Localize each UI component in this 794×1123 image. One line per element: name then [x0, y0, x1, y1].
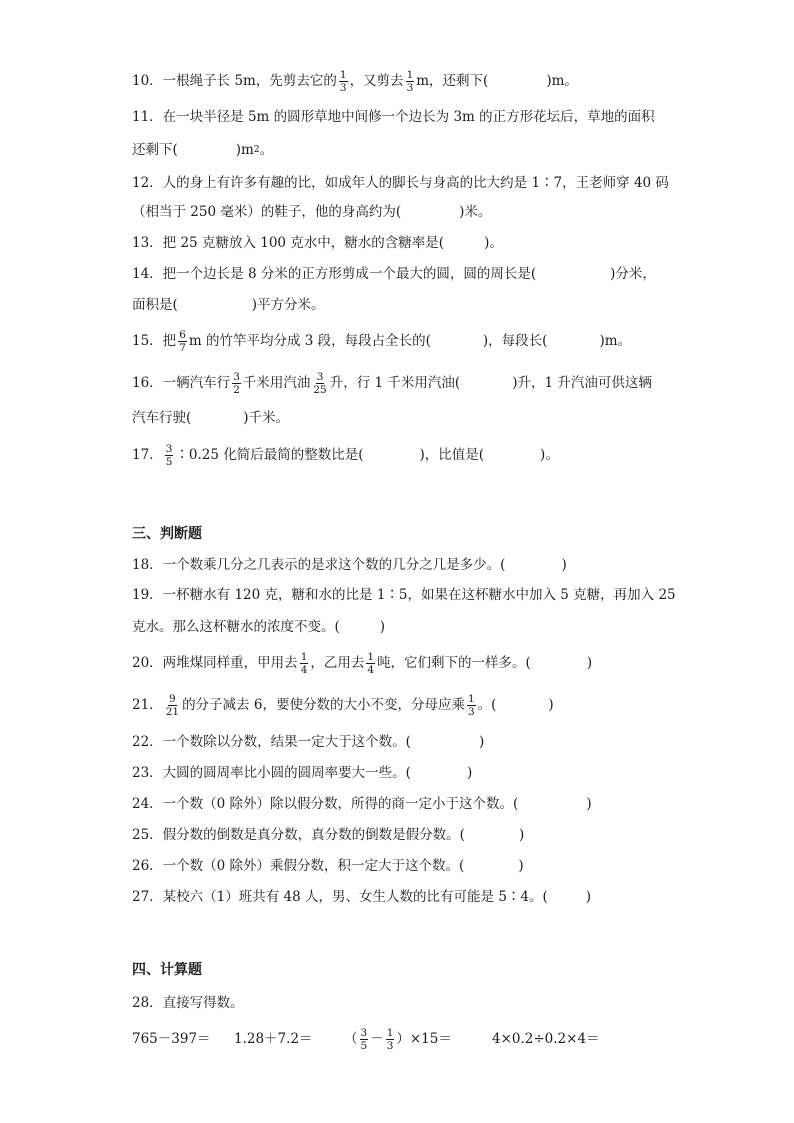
question-19: 19．一杯糖水有 120 克，糖和水的比是 1∶5，如果在这杯糖水中加入 5 克糖，再加入 25 — [132, 587, 676, 603]
question-27: 27．某校六（1）班共有 48 人，男、女生人数的比有可能是 5∶4。( ) — [132, 889, 592, 905]
question-19-cont: 克水。那么这杯糖水的浓度不变。( ) — [132, 619, 386, 635]
question-16: 16．一辆汽车行 $\frac{3}{2}$ 千米用汽油 $\frac{3}{25}$ 升，行 1 千米用汽油( )升，1 升汽油可供这辆 — [132, 370, 652, 396]
question-23: 23．大圆的圆周率比小圆的圆周率要大一些。( ) — [132, 765, 473, 781]
question-11: 11．在一块半径是 5m 的圆形草地中间修一个边长为 3m 的正方形花坛后，草地的面积 — [132, 109, 655, 125]
question-25: 25．假分数的倒数是真分数，真分数的倒数是假分数。( ) — [132, 827, 525, 843]
section-heading-calculation: 四、计算题 — [132, 962, 202, 978]
question-12-cont: （相当于 250 毫米）的鞋子，他的身高约为( )米。 — [132, 204, 492, 220]
fraction: $\frac{1}{3}$ — [406, 68, 414, 94]
calc-expression-3: （ $\frac{3}{5}$ － $\frac{1}{3}$ ）×15＝ — [344, 1026, 452, 1052]
fraction: $\frac{6}{7}$ — [179, 328, 186, 354]
fraction: $\frac{9}{21}$ — [165, 692, 180, 718]
fraction: $\frac{3}{5}$ — [165, 442, 173, 468]
fraction: $\frac{1}{4}$ — [367, 650, 375, 676]
question-17: 17． $\frac{3}{5}$ ∶0.25 化简后最简的整数比是( )，比值是( )。 — [132, 442, 559, 468]
calc-expression-4: 4×0.2÷0.2×4＝ — [492, 1031, 600, 1047]
fraction: $\frac{3}{25}$ — [313, 370, 327, 396]
fraction: $\frac{1}{3}$ — [467, 692, 475, 718]
fraction: $\frac{3}{2}$ — [233, 370, 240, 396]
question-11-cont: 还剩下( )m 2 。 — [132, 142, 274, 158]
question-28-title: 28．直接写得数。 — [132, 995, 244, 1011]
calc-expression-1: 765－397＝ — [132, 1031, 211, 1047]
question-22: 22．一个数除以分数，结果一定大于这个数。( ) — [132, 734, 485, 750]
question-21: 21． $\frac{9}{21}$ 的分子减去 6，要使分数的大小不变，分母应乘 $\frac{1}{3}$ 。( ) — [132, 692, 554, 718]
question-14: 14．把一个边长是 8 分米的正方形剪成一个最大的圆，圆的周长是( )分米， — [132, 266, 656, 282]
question-18: 18．一个数乘几分之几表示的是求这个数的几分之几是多少。( ) — [132, 557, 567, 573]
fraction: $\frac{3}{5}$ — [360, 1026, 368, 1052]
fraction: $\frac{1}{3}$ — [386, 1026, 394, 1052]
question-20: 20．两堆煤同样重，甲用去 $\frac{1}{4}$ ，乙用去 $\frac{1}{4}$ 吨，它们剩下的一样多。( ) — [132, 650, 593, 676]
question-24: 24．一个数（0 除外）除以假分数，所得的商一定小于这个数。( ) — [132, 796, 592, 812]
question-12: 12．人的身上有许多有趣的比，如成年人的脚长与身高的比大约是 1∶7，王老师穿 40 码 — [132, 175, 669, 191]
question-15: 15．把 $\frac{6}{7}$ m 的竹竿平均分成 3 段，每段占全长的( )，每段长( )m。 — [132, 328, 632, 354]
question-26: 26．一个数（0 除外）乘假分数，积一定大于这个数。( ) — [132, 858, 524, 874]
section-heading-judgement: 三、判断题 — [132, 526, 202, 542]
question-13: 13．把 25 克糖放入 100 克水中，糖水的含糖率是( )。 — [132, 235, 503, 251]
fraction: $\frac{1}{4}$ — [300, 650, 308, 676]
question-10: 10．一根绳子长 5m，先剪去它的 $\frac{1}{3}$ ，又剪去 $\frac{1}{3}$ m，还剩下( )m。 — [132, 68, 578, 94]
fraction: $\frac{1}{3}$ — [339, 68, 347, 94]
question-14-cont: 面积是( )平方分米。 — [132, 297, 325, 313]
calc-expression-2: 1.28＋7.2＝ — [234, 1031, 313, 1047]
question-16-cont: 汽车行驶( )千米。 — [132, 410, 290, 426]
